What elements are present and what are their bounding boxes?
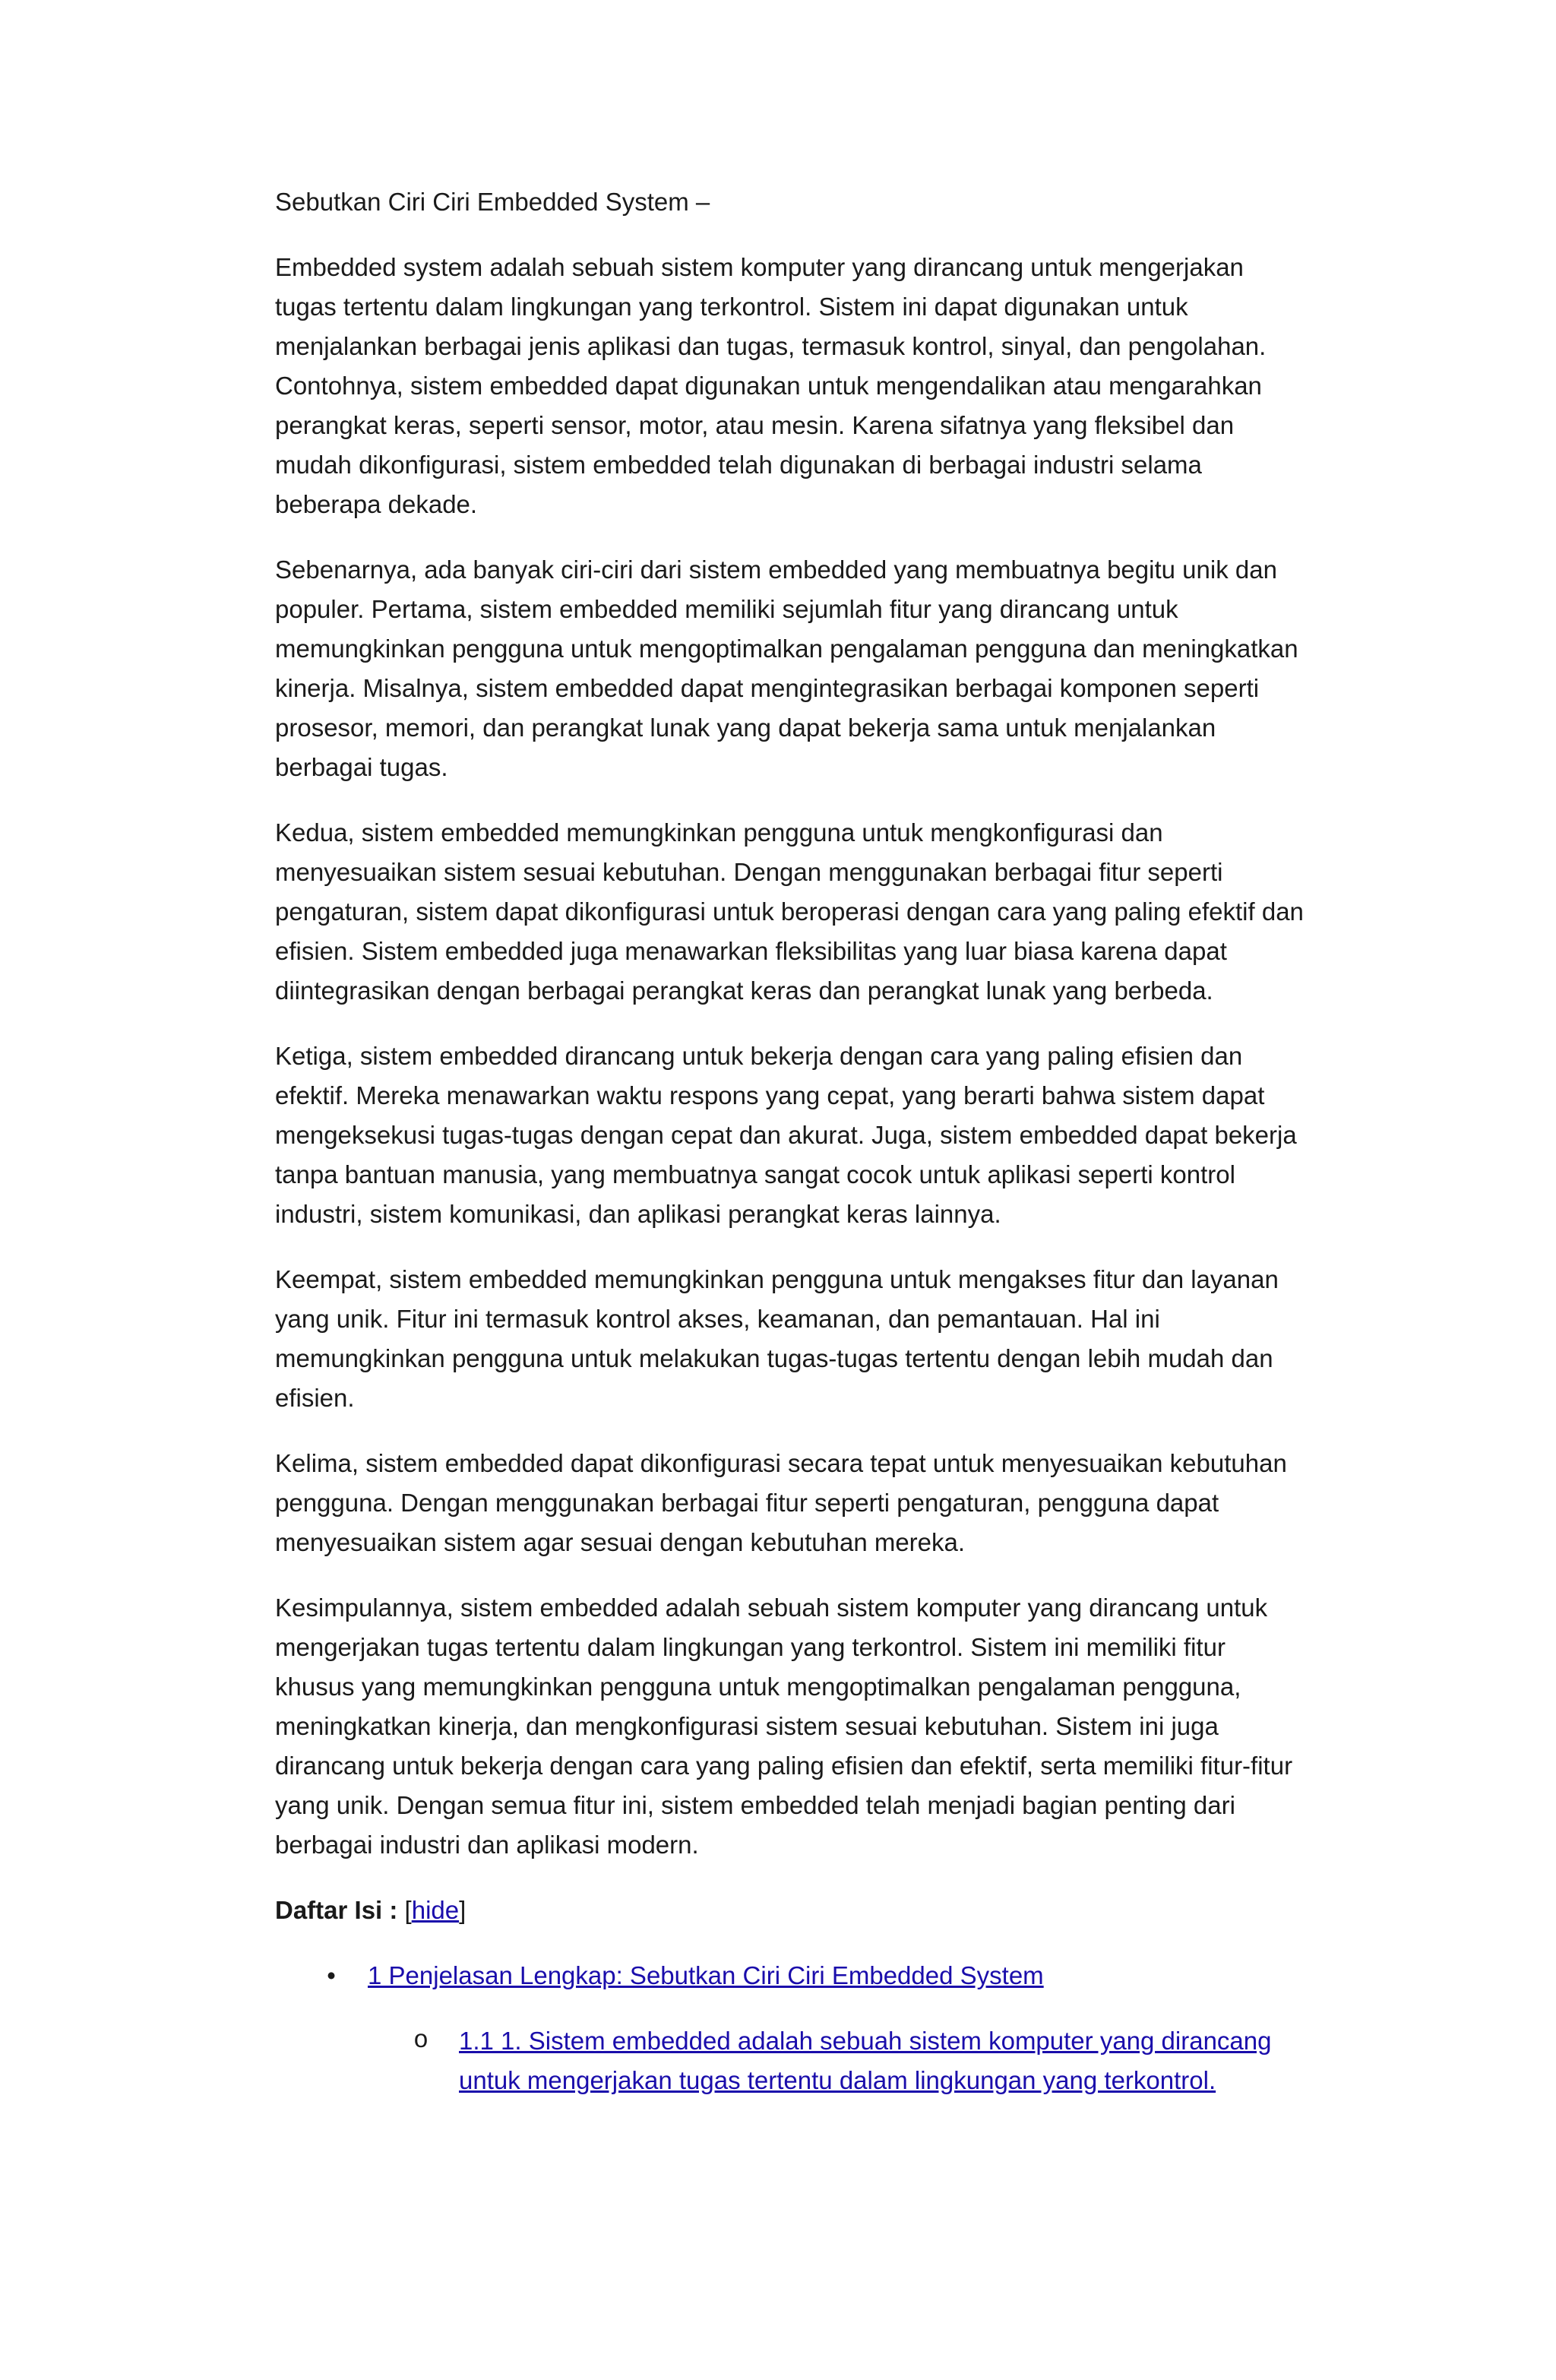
toc-item: [275, 1956, 1308, 1995]
toc-bracket-close: ]: [459, 1896, 466, 1924]
toc-subitem: [275, 2021, 1308, 2100]
paragraph-fifth-feature: Kelima, sistem embedded dapat dikonfigurasi secara tepat untuk menyesuaikan kebutuhan pengguna. Dengan menggunakan berbagai fitur seperti pengaturan, pengguna dapat menyesuaikan sistem agar sesuai dengan kebutuhan mereka.: [275, 1449, 1287, 1556]
toc-link-section-1-1[interactable]: 1.1 1. Sistem embedded adalah sebuah sistem komputer yang dirancang untuk mengerjakan tugas tertentu dalam lingkungan yang terkontrol.: [459, 2027, 1272, 2094]
toc-sublist: [275, 2021, 1308, 2100]
paragraph-conclusion: Kesimpulannya, sistem embedded adalah sebuah sistem komputer yang dirancang untuk mengerjakan tugas tertentu dalam lingkungan yang terkontrol. Sistem ini memiliki fitur khusus yang memungkinkan pengguna untuk mengoptimalkan pengalaman pengguna, meningkatkan kinerja, dan mengkonfigurasi sistem sesuai kebutuhan. Sistem ini juga dirancang untuk bekerja dengan cara yang paling efisien dan efektif, serta memiliki fitur-fitur yang unik. Dengan semua fitur ini, sistem embedded telah menjadi bagian penting dari berbagai industri dan aplikasi modern.: [275, 1594, 1293, 1859]
sub-bullet-icon: o: [413, 2027, 429, 2055]
toc-header: [275, 1891, 1308, 1930]
toc-hide-link[interactable]: hide: [411, 1896, 460, 1924]
toc-link-section-1[interactable]: 1 Penjelasan Lengkap: Sebutkan Ciri Ciri Embedded System: [368, 1961, 1044, 1989]
document-page: [275, 182, 1308, 2126]
paragraph-fourth-feature: Keempat, sistem embedded memungkinkan pengguna untuk mengakses fitur dan layanan yang unik. Fitur ini termasuk kontrol akses, keamanan, dan pemantauan. Hal ini memungkinkan pengguna untuk melakukan tugas-tugas tertentu dengan lebih mudah dan efisien.: [275, 1265, 1279, 1412]
paragraph-third-feature: Ketiga, sistem embedded dirancang untuk bekerja dengan cara yang paling efisien dan efektif. Mereka menawarkan waktu respons yang cepat, yang berarti bahwa sistem dapat mengeksekusi tugas-tugas dengan cepat dan akurat. Juga, sistem embedded dapat bekerja tanpa bantuan manusia, yang membuatnya sangat cocok untuk aplikasi seperti kontrol industri, sistem komunikasi, dan aplikasi perangkat keras lainnya.: [275, 1042, 1297, 1228]
toc-list: [275, 1956, 1308, 1995]
bullet-icon: •: [327, 1961, 336, 1989]
paragraph-second-feature: Kedua, sistem embedded memungkinkan pengguna untuk mengkonfigurasi dan menyesuaikan sistem sesuai kebutuhan. Dengan menggunakan berbagai fitur seperti pengaturan, sistem dapat dikonfigurasi untuk beroperasi dengan cara yang paling efektif dan efisien. Sistem embedded juga menawarkan fleksibilitas yang luar biasa karena dapat diintegrasikan dengan berbagai perangkat keras dan perangkat lunak yang berbeda.: [275, 818, 1304, 1005]
toc-heading-label: Daftar Isi :: [275, 1896, 398, 1924]
paragraph-first-feature: Sebenarnya, ada banyak ciri-ciri dari sistem embedded yang membuatnya begitu unik dan populer. Pertama, sistem embedded memiliki sejumlah fitur yang dirancang untuk memungkinkan pengguna untuk mengoptimalkan pengalaman pengguna dan meningkatkan kinerja. Misalnya, sistem embedded dapat mengintegrasikan berbagai komponen seperti prosesor, memori, dan perangkat lunak yang dapat bekerja sama untuk menjalankan berbagai tugas.: [275, 555, 1298, 781]
paragraph-intro: Embedded system adalah sebuah sistem komputer yang dirancang untuk mengerjakan tugas tertentu dalam lingkungan yang terkontrol. Sistem ini dapat digunakan untuk menjalankan berbagai jenis aplikasi dan tugas, termasuk kontrol, sinyal, dan pengolahan. Contohnya, sistem embedded dapat digunakan untuk mengendalikan atau mengarahkan perangkat keras, seperti sensor, motor, atau mesin. Karena sifatnya yang fleksibel dan mudah dikonfigurasi, sistem embedded telah digunakan di berbagai industri selama beberapa dekade.: [275, 253, 1267, 518]
article-title: Sebutkan Ciri Ciri Embedded System –: [275, 188, 710, 216]
toc-bracket-open: [: [404, 1896, 412, 1924]
